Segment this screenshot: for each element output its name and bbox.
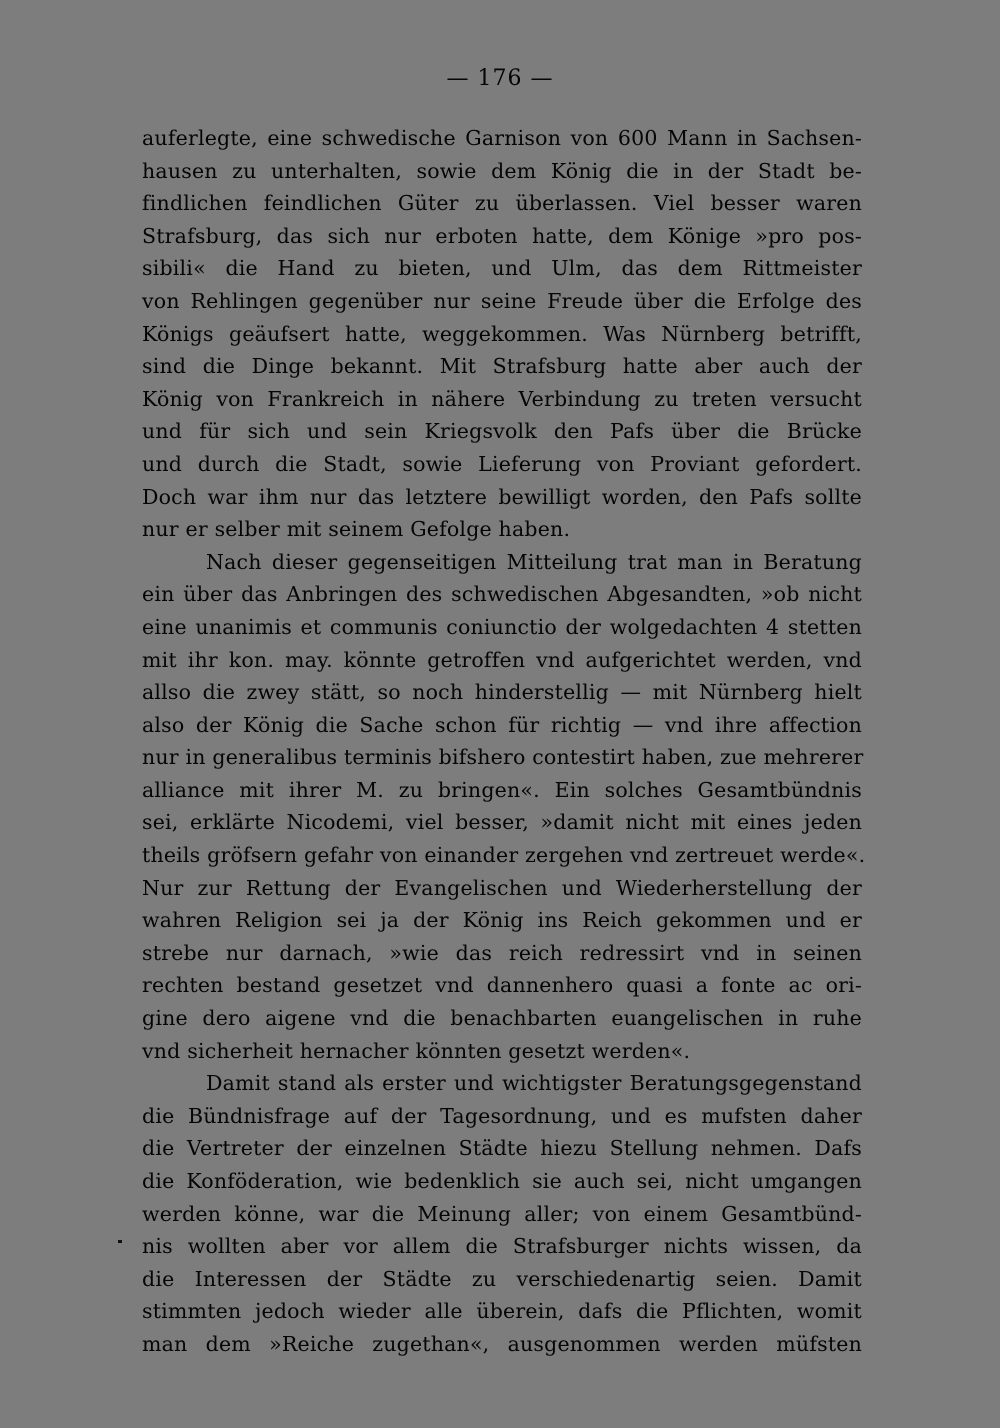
text-line: Doch war ihm nur das letztere bewilligt worden, den Pafs sollte xyxy=(142,484,862,509)
text-line: findlichen feindlichen Güter zu überlassen. Viel besser waren xyxy=(142,191,862,216)
text-line: sind die Dinge bekannt. Mit Strafsburg hatte aber auch der xyxy=(142,354,862,379)
text-line: wahren Religion sei ja der König ins Reich gekommen und er xyxy=(142,908,862,933)
text-line: auferlegte, eine schwedische Garnison von 600 Mann in Sachsen- xyxy=(142,126,862,150)
text-line: sibili« die Hand zu bieten, und Ulm, das dem Rittmeister xyxy=(142,256,862,281)
text-line: die Bündnisfrage auf der Tagesordnung, und es mufsten daher xyxy=(142,1103,862,1128)
text-line: nur er selber mit seinem Gefolge haben. xyxy=(142,517,571,542)
text-line: die Interessen der Städte zu verschiedenartig seien. Damit xyxy=(142,1266,862,1291)
text-line: vnd sicherheit hernacher könnten gesetzt werden«. xyxy=(142,1038,691,1063)
text-line: werden könne, war die Meinung aller; von einem Gesamtbünd- xyxy=(142,1201,862,1226)
text-line: und durch die Stadt, sowie Lieferung von Proviant gefordert. xyxy=(142,451,862,476)
text-line: die Konföderation, wie bedenklich sie auch sei, nicht umgangen xyxy=(142,1169,862,1193)
text-line: also der König die Sache schon für richtig — vnd ihre affection xyxy=(142,712,862,737)
margin-mark xyxy=(118,1240,122,1243)
text-line: strebe nur darnach, »wie das reich redressirt vnd in seinen xyxy=(142,940,862,965)
text-line: theils gröfsern gefahr von einander zergehen vnd zertreuet werde«. xyxy=(142,843,866,868)
paragraph-start-line: Damit stand als erster und wichtigster Beratungsgegenstand xyxy=(206,1071,862,1096)
text-line: die Vertreter der einzelnen Städte hiezu Stellung nehmen. Dafs xyxy=(142,1136,862,1161)
text-line: nur in generalibus terminis bifshero contestirt haben, zue mehrerer xyxy=(142,745,864,770)
body-text xyxy=(142,122,866,1361)
text-line: gine dero aigene vnd die benachbarten euangelischen in ruhe xyxy=(142,1006,862,1031)
text-line: von Rehlingen gegenüber nur seine Freude über die Erfolge des xyxy=(142,288,862,313)
text-line: Nur zur Rettung der Evangelischen und Wiederherstellung der xyxy=(142,875,862,900)
text-line: und für sich und sein Kriegsvolk den Pafs über die Brücke xyxy=(142,419,862,444)
text-line: allso die zwey stätt, so noch hinderstellig — mit Nürnberg hielt xyxy=(142,680,862,705)
text-line: man dem »Reiche zugethan«, ausgenommen werden müfsten xyxy=(142,1331,862,1356)
text-line: König von Frankreich in nähere Verbindung zu treten versucht xyxy=(142,386,862,411)
text-line: mit ihr kon. may. könnte getroffen vnd aufgerichtet werden, vnd xyxy=(142,647,862,672)
page-number-header: — 176 — xyxy=(446,66,554,91)
text-line: stimmten jedoch wieder alle überein, dafs die Pflichten, womit xyxy=(142,1299,862,1324)
text-line: Strafsburg, das sich nur erboten hatte, dem Könige »pro pos- xyxy=(142,223,862,248)
text-line: Königs geäufsert hatte, weggekommen. Was Nürnberg betrifft, xyxy=(142,321,862,346)
text-line: hausen zu unterhalten, sowie dem König die in der Stadt be- xyxy=(142,158,862,183)
text-line: rechten bestand gesetzet vnd dannenhero quasi a fonte ac ori- xyxy=(142,973,862,998)
paragraph-start-line: Nach dieser gegenseitigen Mitteilung trat man in Beratung xyxy=(206,549,862,574)
text-line: alliance mit ihrer M. zu bringen«. Ein solches Gesamtbündnis xyxy=(142,777,862,802)
text-line: nis wollten aber vor allem die Strafsburger nichts wissen, da xyxy=(142,1234,862,1259)
text-line: eine unanimis et communis coniunctio der wolgedachten 4 stetten xyxy=(142,614,862,639)
text-line: sei, erklärte Nicodemi, viel besser, »damit nicht mit eines jeden xyxy=(142,810,862,835)
text-line: ein über das Anbringen des schwedischen Abgesandten, »ob nicht xyxy=(142,582,862,607)
